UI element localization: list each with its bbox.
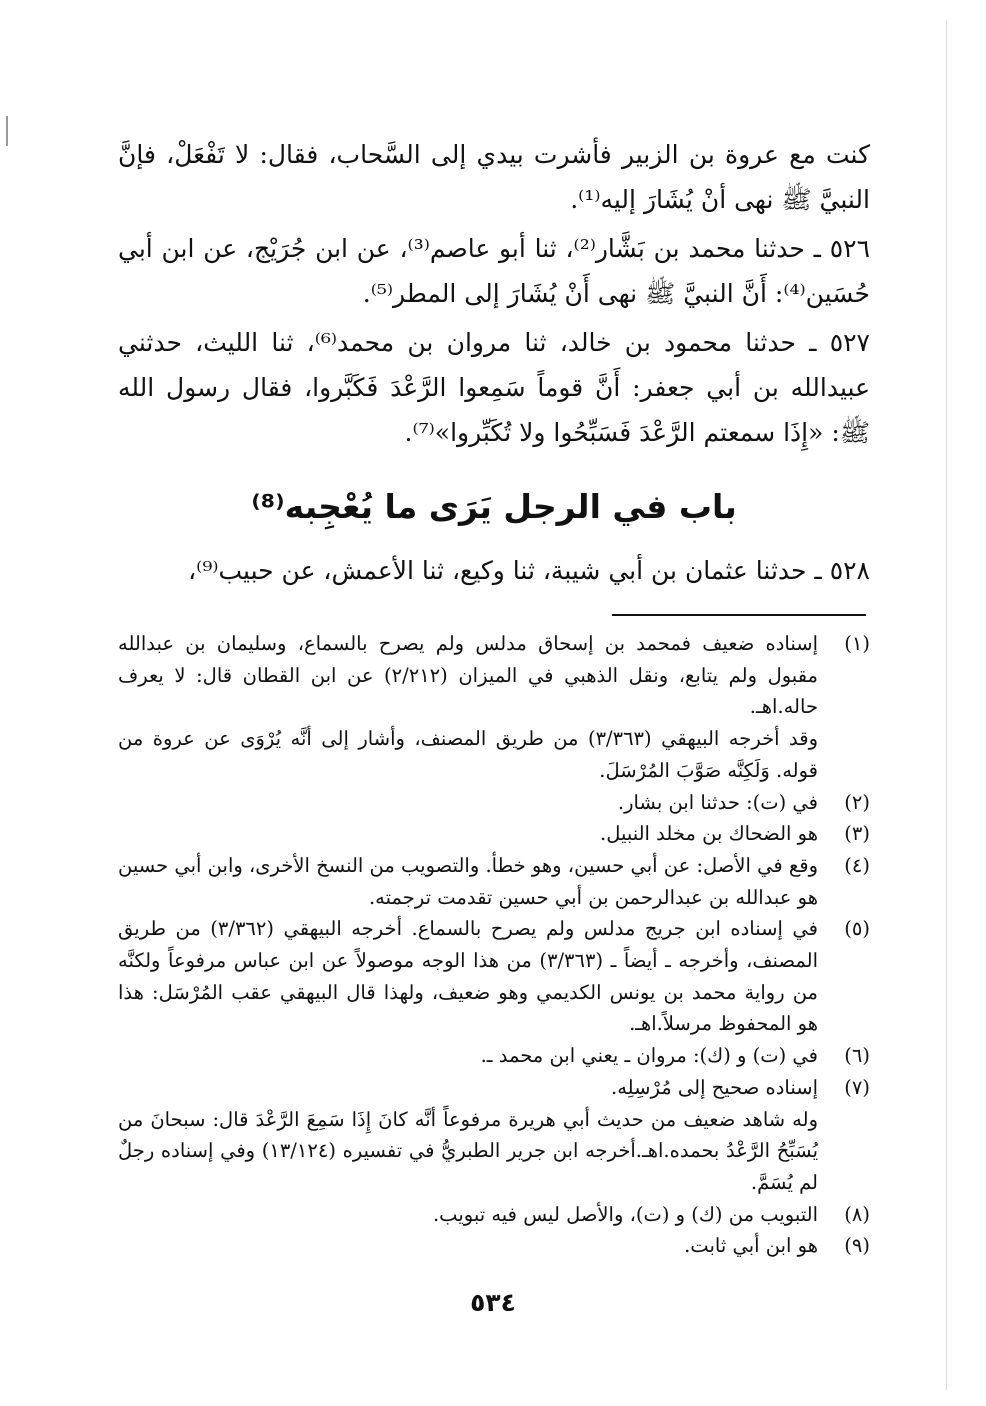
footnote-number: (٤)	[844, 853, 870, 877]
footnote-number: (٩)	[844, 1234, 870, 1258]
footnote-text: هو الضحاك بن مخلد النبيل.	[600, 822, 818, 846]
paragraph-continuation: كنت مع عروة بن الزبير فأشرت بيدي إلى السَّحاب، فقال: لا تَفْعَلْ، فإنَّ النبيَّ ﷺ نهى أنْ يُشَارَ إليه⁽¹⁾.	[118, 140, 870, 214]
footnote-4	[118, 850, 870, 913]
chapter-heading: باب في الرجل يَرَى ما يُعْجِبه⁽⁸⁾	[251, 487, 737, 526]
footnote-continuation: وله شاهد ضعيف من حديث أبي هريرة مرفوعاً أنَّه كانَ إِذَا سَمِعَ الرَّعْدَ قال: سبحانَ من يُسَبِّحُ الرَّعْدُ بحمده.اهـ.أخرجه ابن جرير الطبريُّ في تفسيره (١٣/١٢٤) وفي إسناده رجلٌ لم يُسَمَّ.	[118, 1107, 818, 1194]
footnote-text: في (ت) و (ك): مروان ـ يعني ابن محمد ـ.	[480, 1044, 818, 1068]
footnote-number: (٣)	[844, 822, 870, 846]
footnote-2	[118, 787, 870, 819]
footnote-7	[118, 1072, 870, 1199]
hadith-526: ٥٢٦ ـ حدثنا محمد بن بَشَّار⁽²⁾، ثنا أبو عاصم⁽³⁾، عن ابن جُرَيْج، عن ابن أبي حُسَين⁽⁴⁾: أَنَّ النبيَّ ﷺ نهى أَنْ يُشَارَ إلى المطر⁽⁵⁾.	[118, 234, 871, 308]
footnote-separator	[612, 614, 866, 616]
footnote-number: (٨)	[844, 1202, 870, 1226]
footnote-text: في (ت): حدثنا ابن بشار.	[617, 790, 818, 814]
footnote-5	[118, 913, 870, 1040]
footnote-number: (٥)	[844, 917, 870, 941]
footnote-text: التبويب من (ك) و (ت)، والأصل ليس فيه تبويب.	[432, 1202, 818, 1226]
footnote-number: (٦)	[844, 1044, 870, 1068]
footnote-number: (٧)	[844, 1075, 870, 1099]
footnotes	[118, 628, 870, 1262]
footnote-number: (٢)	[844, 790, 870, 814]
main-text	[118, 132, 870, 455]
footnote-continuation: وقد أخرجه البيهقي (٣/٣٦٣) من طريق المصنف، وأشار إلى أنَّه يُرْوَى عن عروة من قوله. وَلَكِنَّه صَوَّبَ المُرْسَلَ.	[118, 727, 818, 782]
footnote-number: (١)	[844, 632, 870, 655]
footnote-1	[118, 628, 870, 787]
scan-margin-mark-left	[6, 116, 8, 146]
hadith-527: ٥٢٧ ـ حدثنا محمود بن خالد، ثنا مروان بن محمد⁽⁶⁾، ثنا الليث، حدثني عبيدالله بن أبي جعفر: أَنَّ قوماً سَمِعوا الرَّعْدَ فَكَبَّروا، فقال رسول الله ﷺ: «إِذَا سمعتم الرَّعْدَ فَسَبِّحُوا ولا تُكَبِّروا»⁽⁷⁾.	[118, 328, 870, 447]
footnote-text: وقع في الأصل: عن أبي حسين، وهو خطأ. والتصويب من النسخ الأخرى، وابن أبي حسين هو عبدالله بن عبدالرحمن بن أبي حسين تقدمت ترجمته.	[118, 853, 818, 909]
footnote-6	[118, 1040, 870, 1072]
footnote-8	[118, 1199, 870, 1231]
scan-margin-mark-right	[946, 20, 947, 1390]
footnote-text: إسناده صحيح إلى مُرْسِلِه.	[611, 1075, 818, 1099]
footnote-text: إسناده ضعيف فمحمد بن إسحاق مدلس ولم يصرح بالسماع، وسليمان بن عبدالله مقبول ولم يتابع، ونقل الذهبي في الميزان (٢/٢١٢) عن ابن القطان قال: لا يعرف حاله.اهـ.	[118, 632, 819, 719]
footnote-9	[118, 1230, 870, 1262]
footnote-3	[118, 818, 870, 850]
footnote-text: هو ابن أبي ثابت.	[684, 1234, 818, 1258]
hadith-528: ٥٢٨ ـ حدثنا عثمان بن أبي شيبة، ثنا وكيع، ثنا الأعمش، عن حبيب⁽⁹⁾،	[188, 556, 870, 585]
page-number: ٥٣٤	[470, 1288, 516, 1317]
footnote-text: في إسناده ابن جريج مدلس ولم يصرح بالسماع. أخرجه البيهقي (٣/٣٦٢) من طريق المصنف، وأخرجه ـ أيضاً ـ (٣/٣٦٣) من هذا الوجه موصولاً عن ابن عباس مرفوعاً ولكنَّه من رواية محمد بن يونس الكديمي وهو ضعيف، ولهذا قال البيهقي عقب المُرْسَل: هذا هو المحفوظ مرسلاً.اهـ.	[118, 917, 818, 1036]
